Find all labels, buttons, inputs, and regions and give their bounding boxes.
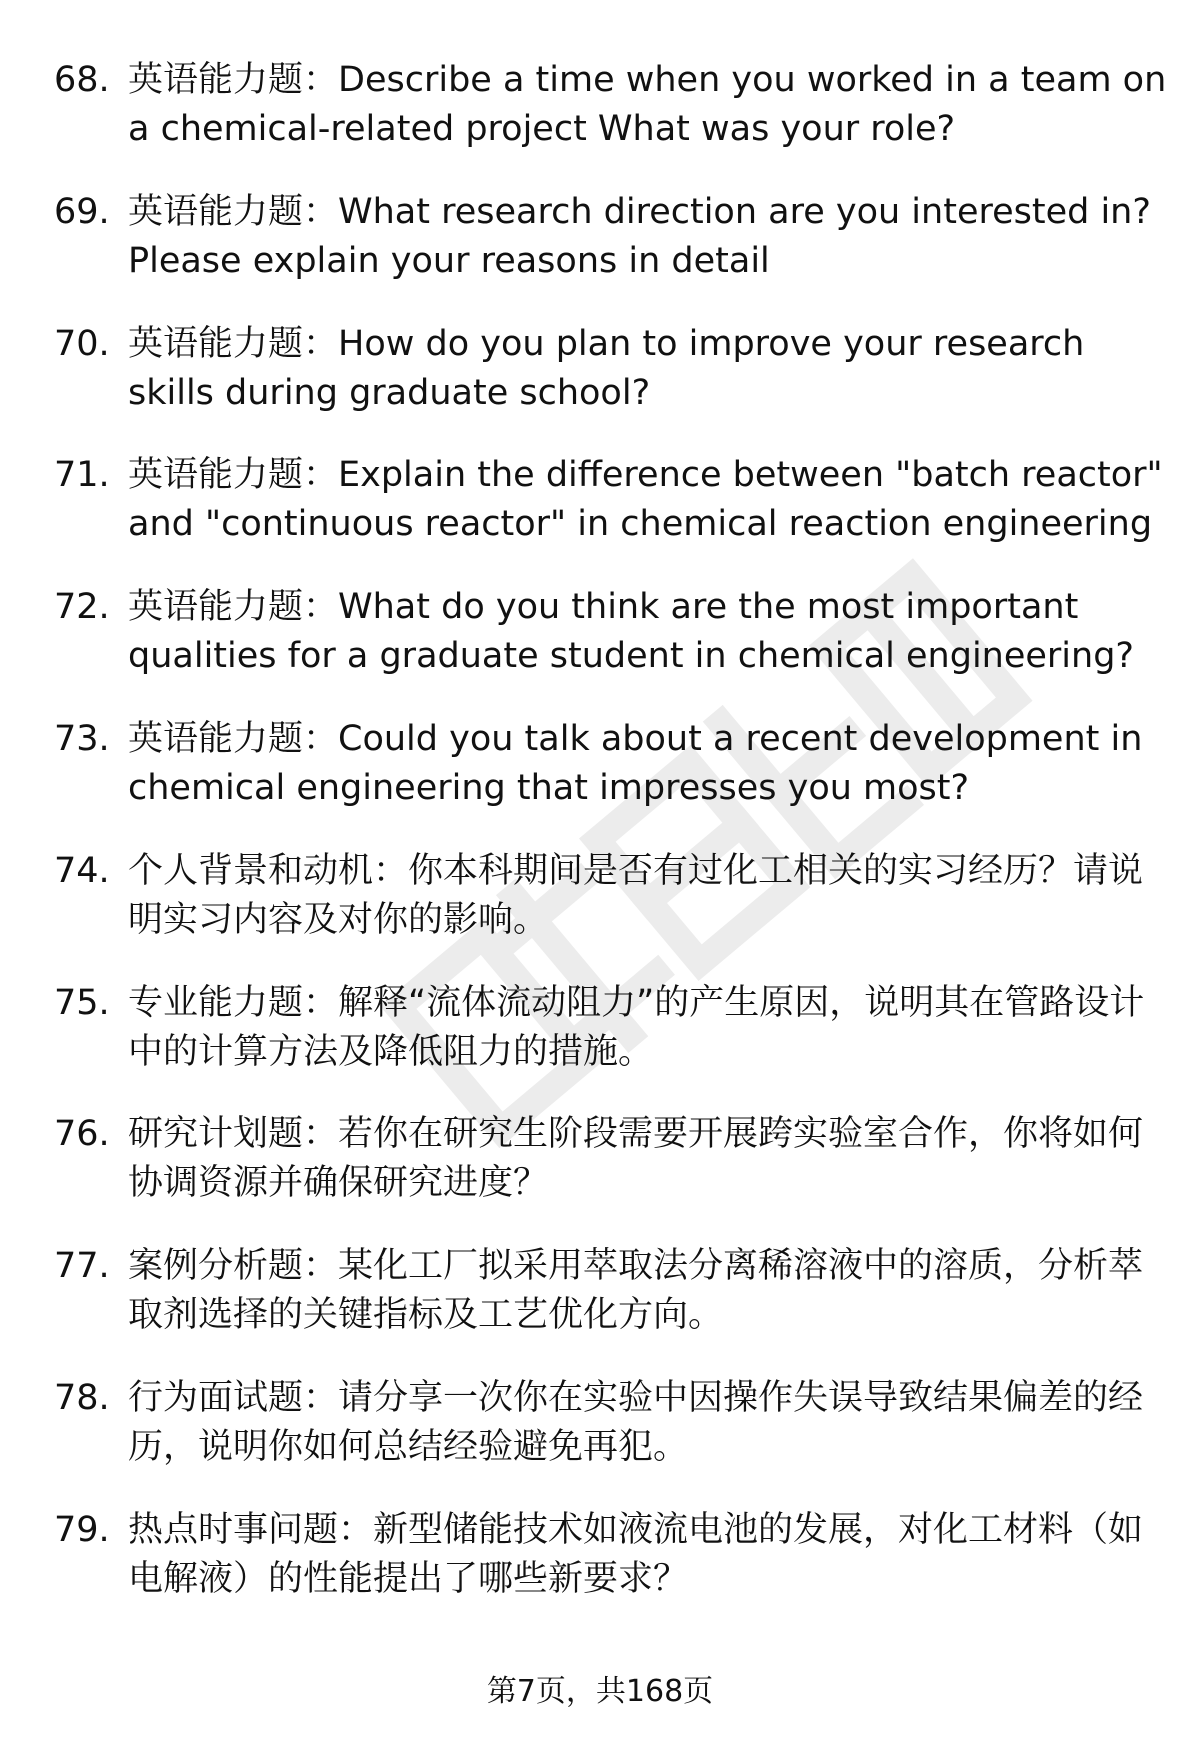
question-category: 英语能力题： [128,455,339,496]
question-number: 74. [54,850,110,891]
question-number: 68. [54,60,110,100]
question-category: 案例分析题： [128,1246,339,1287]
question-text: 若你在研究生阶段需要开展跨实验室合作，你将如何协调资源并确保研究进度？ [128,1114,1144,1204]
question-text: How do you plan to improve your research skills during graduate school? [128,323,1085,413]
question-text: Explain the difference between "batch reactor" and "continuous reactor" in chemical reaction engineering [128,455,1163,545]
question-body [128,847,1168,945]
question-number: 79. [54,1509,110,1550]
question-category: 行为面试题： [128,1377,339,1418]
list-item [0,979,1200,1111]
question-category: 个人背景和动机： [128,850,409,891]
page-number-footer: 第7页，共168页 [486,1674,714,1709]
question-body [128,451,1168,549]
list-item [0,715,1200,847]
question-number: 76. [54,1114,110,1155]
list-item [0,1242,1200,1374]
question-text: 你本科期间是否有过化工相关的实习经历？请说明实习内容及对你的影响。 [128,850,1144,940]
question-body [128,583,1168,681]
question-body [128,1374,1168,1472]
list-item [0,188,1200,320]
question-category: 研究计划题： [128,1114,339,1155]
question-text: What research direction are you interested in? Please explain your reasons in detail [128,191,1151,281]
list-item [0,583,1200,715]
question-text: 请分享一次你在实验中因操作失误导致结果偏差的经历，说明你如何总结经验避免再犯。 [128,1377,1144,1467]
question-text: 某化工厂拟采用萃取法分离稀溶液中的溶质，分析萃取剂选择的关键指标及工艺优化方向。 [128,1246,1144,1336]
question-text: Could you talk about a recent development in chemical engineering that impresses you most? [128,718,1143,808]
list-item [0,847,1200,979]
question-text: 新型储能技术如液流电池的发展，对化工材料（如电解液）的性能提出了哪些新要求？ [128,1509,1144,1599]
question-body [128,320,1168,418]
list-item [0,56,1200,188]
question-body [128,715,1168,813]
question-body [128,1110,1168,1208]
question-number: 75. [54,982,110,1023]
question-body [128,56,1168,154]
list-item [0,1374,1200,1506]
question-number: 77. [54,1246,110,1287]
question-category: 英语能力题： [128,718,339,759]
question-category: 英语能力题： [128,191,339,232]
question-category: 英语能力题： [128,587,339,628]
question-body [128,1242,1168,1340]
question-list [0,56,1200,1638]
question-category: 专业能力题： [128,982,339,1023]
question-category: 英语能力题： [128,60,339,100]
question-category: 英语能力题： [128,323,339,364]
list-item [0,1110,1200,1242]
list-item [0,451,1200,583]
question-body [128,1506,1168,1604]
question-text: What do you think are the most important qualities for a graduate student in chemical engineering? [128,587,1135,677]
question-number: 72. [54,587,110,628]
question-text: 解释“流体流动阻力”的产生原因，说明其在管路设计中的计算方法及降低阻力的措施。 [128,982,1145,1072]
question-body [128,979,1168,1077]
question-number: 71. [54,455,110,496]
question-body [128,188,1168,286]
list-item [0,1506,1200,1638]
question-number: 73. [54,718,110,759]
question-number: 69. [54,191,110,232]
question-text: Describe a time when you worked in a team on a chemical-related project What was your role? [128,60,1167,149]
list-item [0,320,1200,452]
question-category: 热点时事问题： [128,1509,374,1550]
question-number: 70. [54,323,110,364]
question-number: 78. [54,1377,110,1418]
